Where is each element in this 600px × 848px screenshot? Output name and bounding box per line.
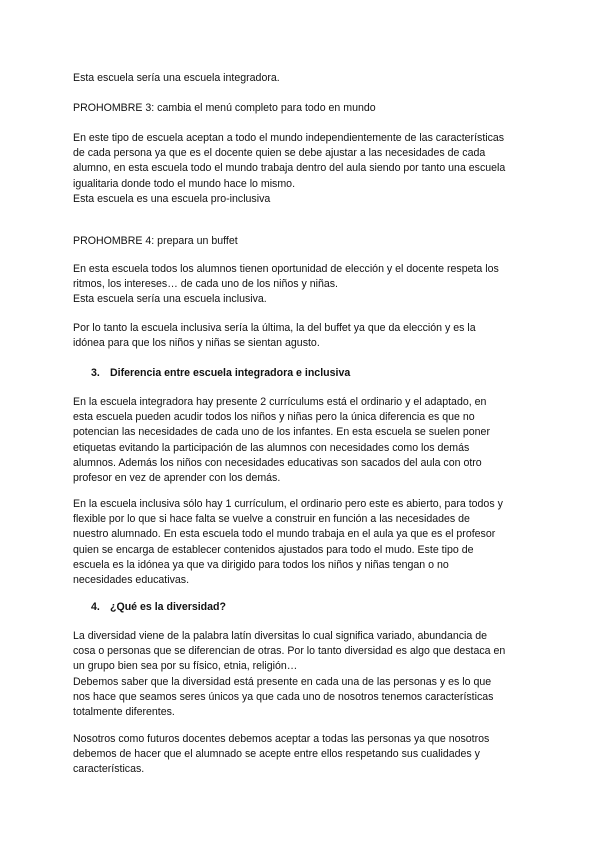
paragraph-inclusiva [73, 262, 533, 308]
section-heading-4 [91, 600, 226, 615]
text-line: características. [73, 763, 145, 776]
text-line: debemos de hacer que el alumnado se acepte entre ellos respetando sus cualidades y [73, 748, 480, 761]
text-line: alumno, en esta escuela todo el mundo trabaja dentro del aula siendo por tanto una escuela [73, 162, 506, 175]
paragraph-diversidad-definicion [73, 629, 533, 720]
section-title: ¿Qué es la diversidad? [110, 601, 226, 613]
text-line: En este tipo de escuela aceptan a todo el mundo independientemente de las características [73, 132, 505, 144]
text-line: Esta escuela es una escuela pro-inclusiva [73, 192, 271, 205]
section-number: 3. [91, 367, 100, 379]
paragraph-pro-inclusiva [73, 131, 533, 207]
text-line: totalmente diferentes. [73, 706, 175, 719]
text-line: PROHOMBRE 4: prepara un buffet [73, 235, 238, 247]
text-line: alumnos. Además los niños con necesidades educativas son sacados del aula con otro [73, 456, 482, 469]
section-heading-3 [91, 366, 350, 381]
text-line: Nosotros como futuros docentes debemos aceptar a todas las personas ya que nosotros [73, 733, 490, 745]
paragraph-conclusion [73, 321, 533, 351]
text-line: idónea para que los niños y niñas se sientan agusto. [73, 337, 320, 350]
paragraph-prohombre-4 [73, 234, 533, 249]
text-line: necesidades educativas. [73, 574, 190, 587]
text-line: potencian las necesidades de cada uno de los infantes. En esta escuela se suelen poner [73, 426, 490, 439]
text-line: quien se encarga de establecer contenidos ajustados para todo el mudo. Este tipo de [73, 543, 474, 556]
text-line: flexible por lo que si hace falta se vuelve a construir en función a las necesidades de [73, 513, 470, 526]
paragraph-integradora-note [73, 71, 533, 86]
paragraph-futuros-docentes [73, 732, 533, 778]
section-title: Diferencia entre escuela integradora e inclusiva [110, 367, 351, 379]
text-line: de cada persona ya que es el docente quien se debe ajustar a las necesidades de cada [73, 147, 486, 160]
text-line: En esta escuela todos los alumnos tienen oportunidad de elección y el docente respeta los [73, 263, 499, 275]
text-line: Debemos saber que la diversidad está presente en cada una de las personas y es lo que [73, 675, 492, 688]
text-line: esta escuela pueden acudir todos los niños y niñas pero la única diferencia es que no [73, 411, 475, 424]
paragraph-prohombre-3 [73, 101, 533, 116]
text-line: igualitaria donde todo el mundo hace lo mismo. [73, 177, 296, 190]
section-number: 4. [91, 601, 100, 613]
paragraph-escuela-integradora [73, 395, 533, 486]
text-line: etiquetas evitando la participación de las alumnos con necesidades como los demás [73, 441, 470, 454]
text-line: cosa o personas que se diferencian de otras. Por lo tanto diversidad es algo que destaca en [73, 645, 506, 658]
text-line: En la escuela inclusiva sólo hay 1 currículum, el ordinario pero este es abierto, para todos y [73, 498, 503, 510]
text-line: nos hace que seamos seres únicos ya que cada uno de nosotros tenemos características [73, 690, 494, 703]
paragraph-escuela-inclusiva [73, 497, 533, 588]
text-line: La diversidad viene de la palabra latín diversitas lo cual significa variado, abundancia de [73, 630, 488, 642]
text-line: profesor en vez de aprender con los demás. [73, 472, 281, 485]
text-line: ritmos, los intereses… de cada uno de los niños y niñas. [73, 278, 338, 291]
text-line: En la escuela integradora hay presente 2 currículums está el ordinario y el adaptado, en [73, 396, 487, 408]
text-line: Esta escuela sería una escuela inclusiva. [73, 293, 267, 306]
text-line: Esta escuela sería una escuela integradora. [73, 72, 280, 84]
text-line: un grupo bien sea por su físico, etnia, religión… [73, 660, 298, 673]
text-line: PROHOMBRE 3: cambia el menú completo para todo en mundo [73, 102, 376, 114]
text-line: nuestro alumnado. En esta escuela todo el mundo trabaja en el aula ya que es el profesor [73, 528, 496, 541]
text-line: escuela es la idónea ya que va dirigido para todos los niños y niñas tengan o no [73, 558, 449, 571]
text-line: Por lo tanto la escuela inclusiva sería la última, la del buffet ya que da elección y es la [73, 322, 476, 334]
